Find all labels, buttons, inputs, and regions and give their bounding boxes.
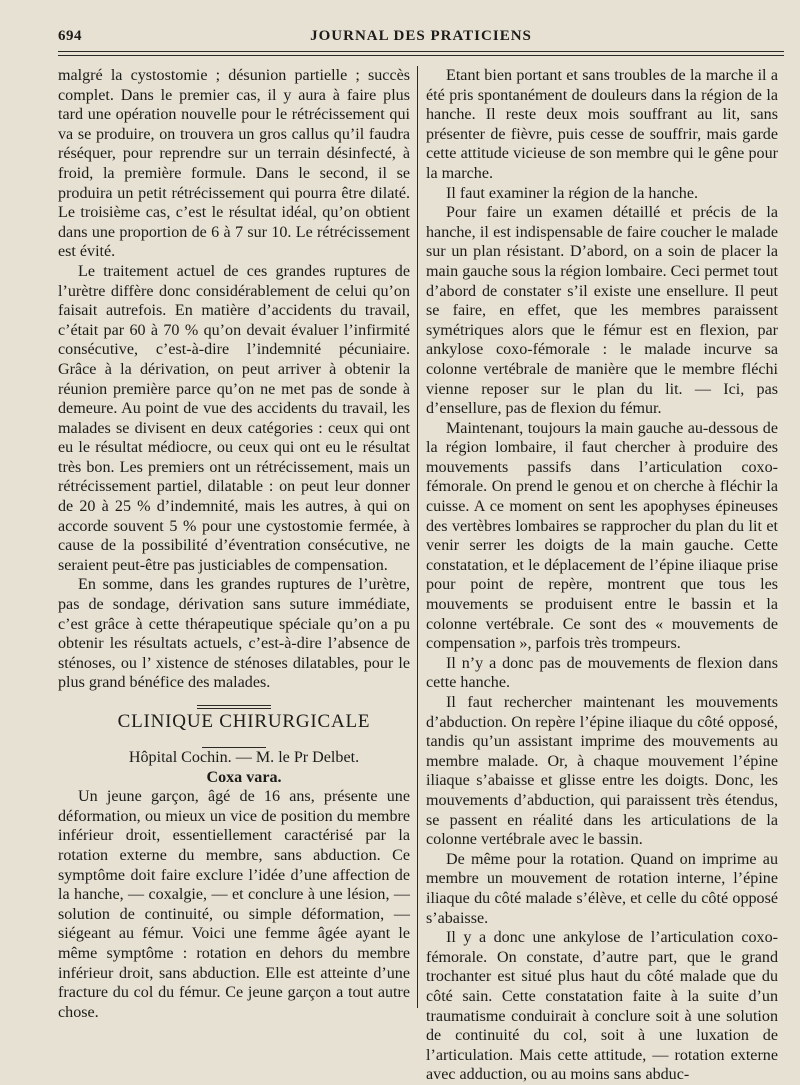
paragraph: malgré la cystostomie ; désunion partielle ; succès complet. Dans le premier cas, il y aura à faire plus tard une opération nouvelle pour le rétrécissement qui va se produire, on trouvera un gros callus qu’il faudra réséquer, pour reprendre sur un terrain désinfecté, à froid, la première formule. Dans le second, il se produira un petit rétrécissement qui pourra être dilaté. Le troisième cas, c’est le résultat idéal, qu’on obtient dans une proportion de 6 à 7 sur 10. Le rétrécissement est évité.	[58, 67, 410, 261]
paragraph: De même pour la rotation. Quand on imprime au membre un mouvement de rotation interne, l’épine iliaque du côté malade s’élève, et celle du côté opposé s’abaisse.	[426, 850, 778, 927]
journal-title: JOURNAL DES PRATICIENS	[310, 28, 532, 44]
right-column	[426, 66, 778, 1085]
page-header	[58, 28, 784, 50]
case-title: Coxa vara.	[206, 768, 282, 786]
column-divider	[417, 66, 418, 1008]
header-rule-top	[58, 51, 784, 52]
page-number: 694	[58, 28, 82, 44]
paragraph: Un jeune garçon, âgé de 16 ans, présente une déformation, ou mieux un vice de position du membre inférieur droit, essentiellement caractérisé par la rotation externe du membre, sans abduction. Ce symptôme doit faire exclure l’idée d’une affection de la hanche, — coxalgie, — et conclure à une lésion, — solution de continuité, ou simple déformation, — siégeant au fémur. Voici une femme âgée ayant le même symptôme : rotation en dehors du membre inférieur droit, sans abduction. Elle est atteinte d’une fracture du col du fémur. Ce jeune garçon a tout autre chose.	[58, 788, 410, 1021]
paragraph: Maintenant, toujours la main gauche au-dessous de la région lombaire, il faut chercher à produire des mouvements passifs dans l’articulation coxo-fémorale. On prend le genou et on cherche à fléchir la cuisse. A ce moment on sent les apophyses épineuses des vertèbres lombaires se rapprocher du plan du lit et venir serrer les doigts de la main gauche. Cette constatation, et le déplacement de l’épine iliaque prise pour point de repère, montrent que tous les mouvements se produisent entre le bassin et la colonne vertébrale. Ce sont des « mouvements de compensation », parfois très trompeurs.	[426, 419, 778, 653]
hospital-line: Hôpital Cochin. — M. le Pr Delbet.	[128, 749, 360, 766]
paragraph: Il n’y a donc pas de mouvements de flexion dans cette hanche.	[426, 654, 778, 692]
paragraph: Il faut rechercher maintenant les mouvements d’abduction. On repère l’épine iliaque du côté opposé, tandis qu’un assistant imprime des mouvements au membre malade. Or, à chaque mouvement l’épine iliaque s’abaisse et glisse entre les doigts. Donc, les mouvements d’abduction, qui paraissent très étendus, se passent en réalité dans les articulations de la colonne vertébrale avec le bassin.	[426, 694, 778, 849]
section-title: CLINIQUE CHIRURGICALE	[117, 711, 371, 732]
paragraph: Pour faire un examen détaillé et précis de la hanche, il est indispensable de faire coucher le malade sur un plan résistant. D’abord, on a soin de placer la main gauche sous la région lombaire. Ceci permet tout d’abord de constater s’il existe une ensellure. Il peut se faire, en effet, que les membres paraissent symétriques alors que le fémur est en flexion, par ankylose coxo-fémorale : le malade incurve sa colonne vertébrale de manière que le membre fléchi vienne reposer sur le plan du lit. — Ici, pas d’ensellure, pas de flexion du fémur.	[426, 204, 778, 418]
paragraph: Il faut examiner la région de la hanche.	[446, 184, 699, 202]
header-rule-bottom	[58, 55, 784, 56]
paragraph: Il y a donc une ankylose de l’articulation coxo-fémorale. On constate, d’autre part, que le grand trochanter est situé plus haut du côté malade que du côté sain. Cette constatation faite à la suite d’un traumatisme conduirait à conclure soit à une solution de continuité du col, soit à une luxation de l’articulation. Mais cette attitude, — rotation externe avec adduction, ou au moins sans abduc-	[426, 929, 778, 1084]
paragraph: En somme, dans les grandes ruptures de l’urètre, pas de sondage, dérivation sans suture immédiate, c’est grâce à cette thérapeutique spéciale qu’on a pu obtenir les résultats actuels, c’est-à-dire l’absence de sténoses, ou l’ xistence de sténoses dilatables, pour le plus grand bénéfice des malades.	[58, 576, 410, 692]
paragraph: Le traitement actuel de ces grandes ruptures de l’urètre diffère donc considérablement de celui qu’on faisait autrefois. En matière d’accidents du travail, c’était par 60 à 70 % qu’on devait évaluer l’infirmité consécutive, c’est-à-dire l’indemnité pécuniaire. Grâce à la dérivation, on peut arriver à obtenir la réunion première parce qu’on ne met pas de sonde à demeure. Au point de vue des accidents du travail, les malades se divisent en deux catégories : ceux qui ont eu le résultat médiocre, ou ceux qui ont eu le résultat très bon. Les premiers ont un rétrécissement, mais un rétrécissement partiel, dilatable : on peut leur donner de 20 à 25 % d’indemnité, mais les autres, à qui on accorde souvent 5 % pour une cystostomie fermée, à cause de la possibilité d’éventration consécutive, ne seraient peut-être pas justiciables de compensation.	[58, 262, 410, 574]
left-column	[58, 66, 410, 1022]
paragraph: Etant bien portant et sans troubles de la marche il a été pris spontanément de douleurs dans la région de la hanche. Il reste deux mois souffrant au lit, sans présenter de fièvre, puis cesse de souffrir, mais garde cette attitude vicieuse de son membre qui le gêne pour la marche.	[426, 67, 778, 182]
